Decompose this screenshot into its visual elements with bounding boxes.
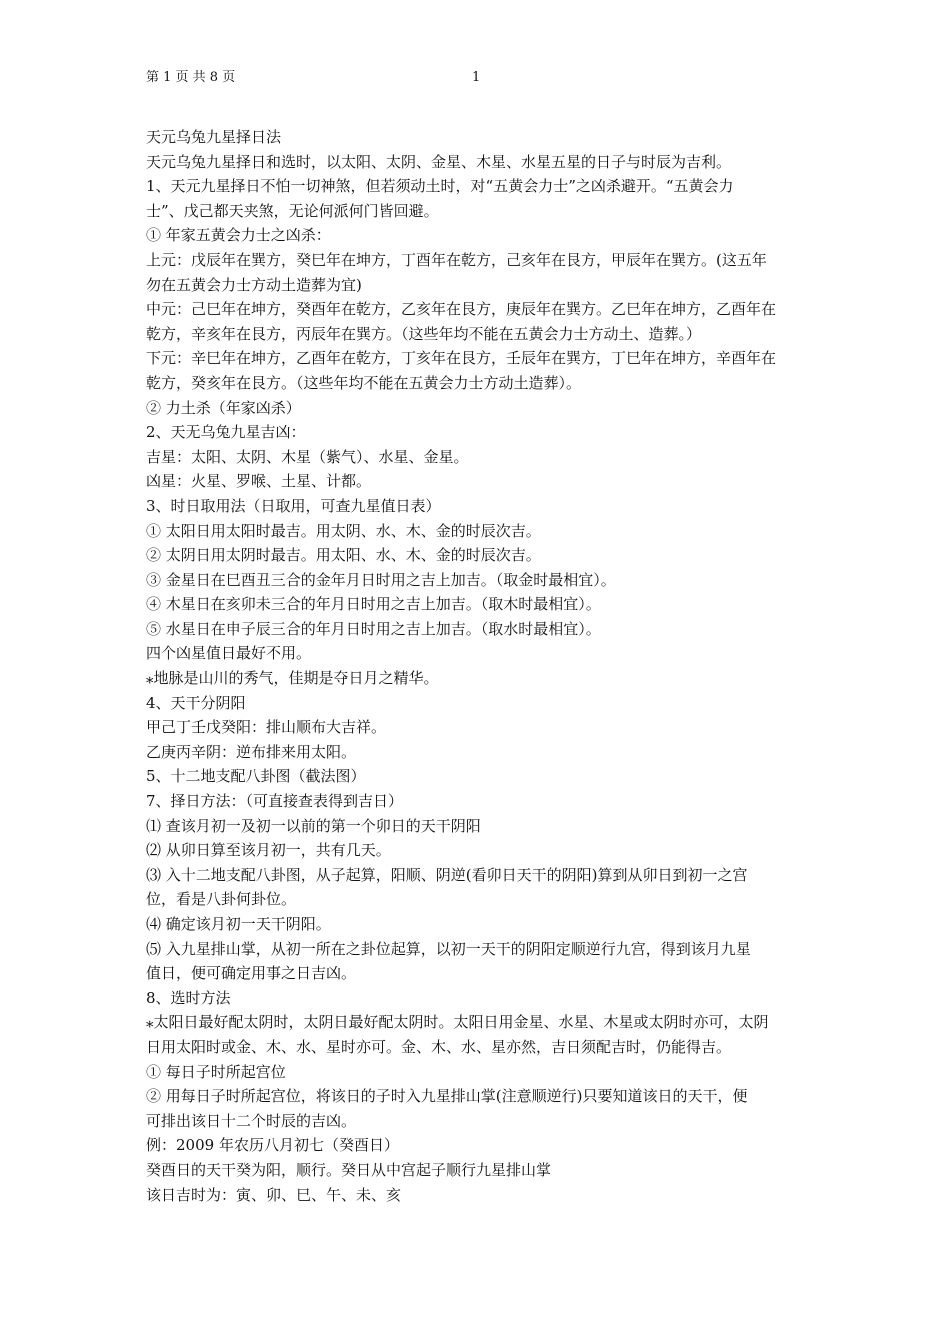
text-line: 勿在五黄会力士方动土造葬为宜) bbox=[146, 275, 362, 294]
text-line: 1、天元九星择日不怕一切神煞，但若须动土时，对“五黄会力士”之凶杀避开。“五黄会力 bbox=[146, 177, 734, 196]
text-line: ③ 金星日在巳酉丑三合的金年月日时用之吉上加吉。（取金时最相宜）。 bbox=[146, 570, 616, 589]
text-line: ⑸ 入九星排山掌，从初一所在之卦位起算，以初一天干的阴阳定顺逆行九宫，得到该月九星 bbox=[146, 939, 751, 958]
text-line: ⑴ 查该月初一及初一以前的第一个卯日的天干阴阳 bbox=[146, 816, 481, 835]
page-count-label: 第 1 页 共 8 页 bbox=[146, 70, 236, 85]
text-line: ② 太阴日用太阴时最吉。用太阳、水、木、金的时辰次吉。 bbox=[146, 546, 541, 565]
text-line: ① 年家五黄会力士之凶杀： bbox=[146, 226, 331, 245]
text-line: 值日，便可确定用事之日吉凶。 bbox=[146, 964, 357, 983]
page-number: 1 bbox=[472, 70, 481, 85]
text-line: 中元：己巳年在坤方，癸酉年在乾方，乙亥年在艮方，庚辰年在巽方。乙巳年在坤方，乙酉年在 bbox=[146, 300, 777, 319]
document-body bbox=[146, 125, 810, 1207]
text-line: 下元：辛巳年在坤方，乙酉年在乾方，丁亥年在艮方，壬辰年在巽方，丁巳年在坤方，辛酉年在 bbox=[146, 349, 777, 368]
text-line: 位，看是八卦何卦位。 bbox=[146, 890, 297, 909]
text-line: 甲己丁壬戊癸阳：排山顺布大吉祥。 bbox=[146, 718, 387, 737]
text-line: 7、择日方法：（可直接查表得到吉日） bbox=[146, 792, 404, 811]
text-line: 8、选时方法 bbox=[146, 988, 231, 1007]
text-line: ① 太阳日用太阳时最吉。用太阴、水、木、金的时辰次吉。 bbox=[146, 521, 541, 540]
text-line: 癸酉日的天干癸为阳，顺行。癸日从中宫起子顺行九星排山掌 bbox=[146, 1160, 552, 1179]
text-line: ⁎地脉是山川的秀气，佳期是夺日月之精华。 bbox=[146, 669, 439, 688]
text-line: ⑶ 入十二地支配八卦图，从子起算，阳顺、阴逆(看卯日天干的阴阳)算到从卯日到初一之宫 bbox=[146, 865, 748, 884]
text-line: ⑷ 确定该月初一天干阴阳。 bbox=[146, 915, 331, 933]
page-header bbox=[146, 68, 806, 88]
text-line: ⑤ 水星日在申子辰三合的年月日时用之吉上加吉。（取水时最相宜）。 bbox=[146, 619, 601, 638]
text-line: 该日吉时为：寅、卯、巳、午、未、亥 bbox=[146, 1185, 402, 1204]
text-line: 例：2009 年农历八月初七（癸酉日） bbox=[146, 1136, 399, 1155]
text-line: 天元乌兔九星择日和选时，以太阳、太阴、金星、木星、水星五星的日子与时辰为吉利。 bbox=[146, 152, 732, 171]
text-line: ④ 木星日在亥卯未三合的年月日时用之吉上加吉。（取木时最相宜）。 bbox=[146, 595, 601, 614]
text-line: 上元：戊辰年在巽方，癸巳年在坤方，丁酉年在乾方，己亥年在艮方，甲辰年在巽方。(这五年 bbox=[146, 250, 767, 269]
text-line: 可排出该日十二个时辰的吉凶。 bbox=[146, 1111, 357, 1130]
text-line: 吉星：太阳、太阴、木星（紫气）、水星、金星。 bbox=[146, 447, 469, 466]
text-line: 乙庚丙辛阴：逆布排来用太阳。 bbox=[146, 742, 357, 761]
text-line: 4、天干分阴阳 bbox=[146, 693, 246, 712]
text-line: 2、天无乌兔九星吉凶： bbox=[146, 423, 306, 442]
text-line: ⑵ 从卯日算至该月初一，共有几天。 bbox=[146, 841, 391, 860]
text-line: ① 每日子时所起宫位 bbox=[146, 1062, 286, 1081]
text-line: 乾方，癸亥年在艮方。（这些年均不能在五黄会力士方动土造葬）。 bbox=[146, 373, 582, 392]
text-line: 士”、戊己都天夹煞，无论何派何门皆回避。 bbox=[146, 201, 439, 220]
text-line: ② 用每日子时所起宫位，将该日的子时入九星排山掌(注意顺逆行)只要知道该日的天干，便 bbox=[146, 1087, 748, 1106]
text-line: 凶星：火星、罗喉、土星、计都。 bbox=[146, 472, 372, 491]
text-line: 3、时日取用法（日取用，可查九星值日表） bbox=[146, 496, 441, 515]
text-line: 日用太阳时或金、木、水、星时亦可。金、木、水、星亦然，吉日须配吉时，仍能得吉。 bbox=[146, 1037, 732, 1056]
text-line: 5、十二地支配八卦图（截法图） bbox=[146, 767, 366, 786]
text-line: ② 力土杀（年家凶杀） bbox=[146, 398, 301, 417]
text-line: 乾方，辛亥年在艮方，丙辰年在巽方。（这些年均不能在五黄会力士方动土、造葬。） bbox=[146, 324, 702, 343]
text-line: ⁎太阳日最好配太阴时，太阴日最好配太阴时。太阳日用金星、水星、木星或太阴时亦可，太阴 bbox=[146, 1013, 769, 1032]
text-line: 四个凶星值日最好不用。 bbox=[146, 644, 312, 663]
document-title: 天元乌兔九星择日法 bbox=[146, 128, 282, 146]
